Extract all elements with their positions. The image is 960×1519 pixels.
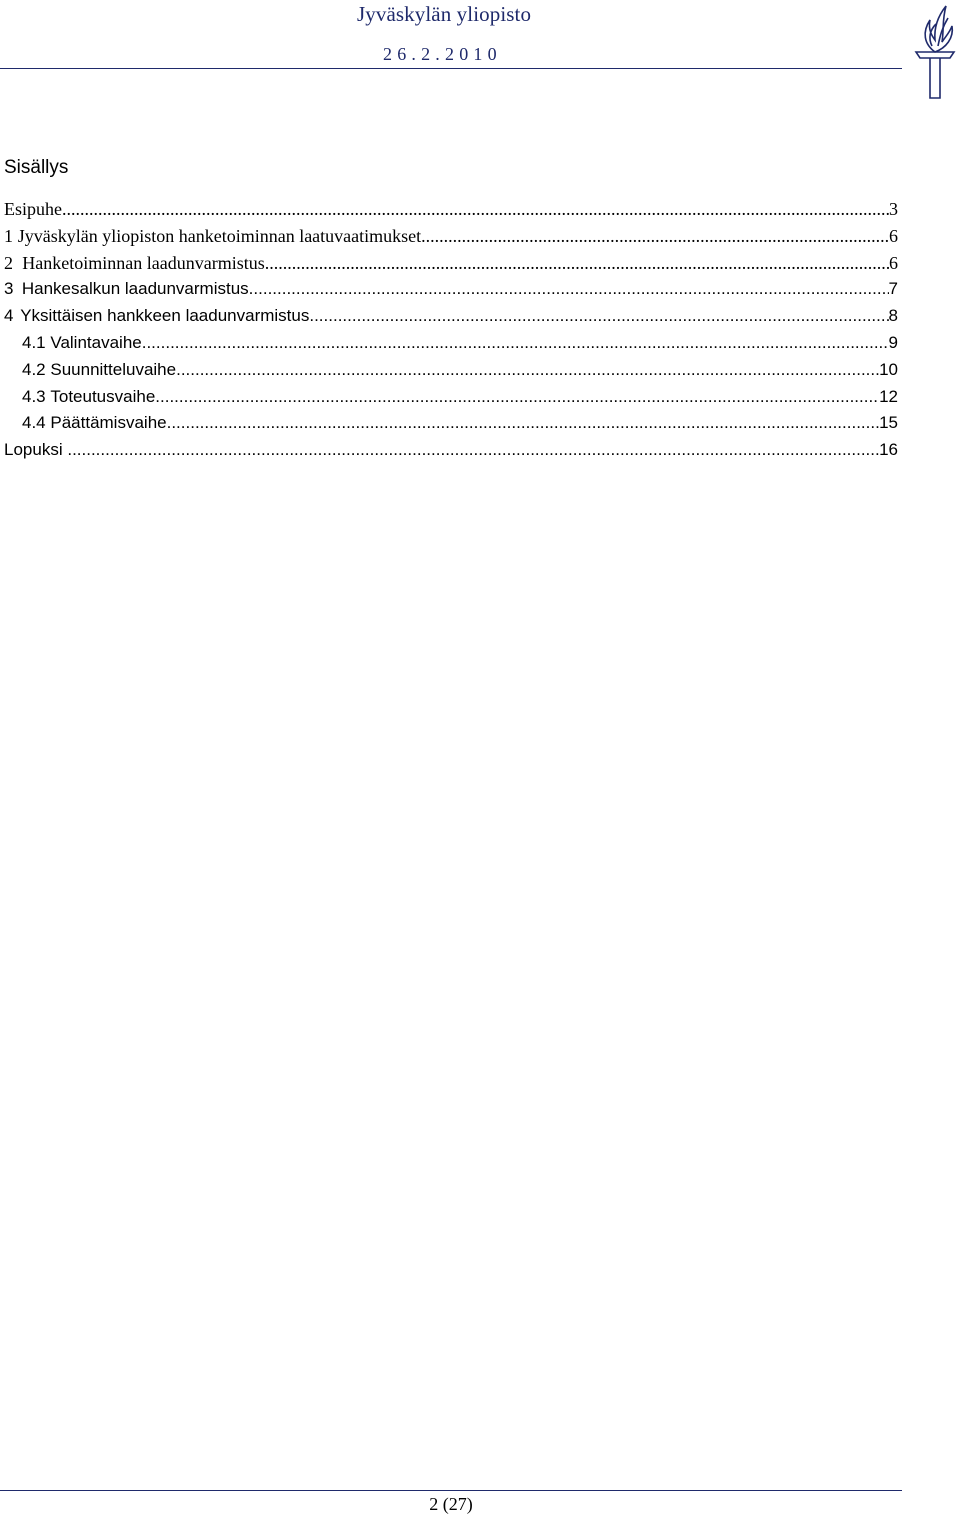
toc-dot-leader [309,303,888,330]
toc-entry-title: Lopuksi [4,440,63,460]
toc-entry-title: Valintavaihe [50,332,142,352]
toc-entry-page: 9 [888,332,898,352]
toc-entry-title: Hanketoiminnan laadunvarmistus [22,252,265,273]
toc-entry-number: 4.2 [22,359,46,379]
toc-dot-leader [249,276,889,303]
toc-entry-title: Päättämisvaihe [50,413,167,433]
toc-entry-number: 4.1 [22,332,46,352]
toc-entry-page: 7 [888,279,898,299]
toc-entry-title: Esipuhe [4,199,62,219]
toc-heading: Sisällys [4,157,69,178]
toc-entry-page: 3 [889,199,898,219]
toc-entry-page: 16 [879,440,898,460]
toc-entry[interactable] [4,357,898,384]
toc-dot-leader [421,223,889,250]
toc-entry[interactable] [4,250,898,277]
header-divider [0,68,902,69]
toc-entry-title: Jyväskylän yliopiston hanketoiminnan laatuvaatimukset [17,225,422,246]
toc-entry-title: Suunnitteluvaihe [50,359,177,379]
toc-entry[interactable] [4,303,898,330]
toc-entry-page: 12 [879,386,898,406]
toc-dot-leader [142,330,889,357]
toc-entry-page: 15 [879,413,898,433]
toc-entry[interactable] [4,410,898,437]
table-of-contents [4,196,898,464]
toc-dot-leader [176,357,879,384]
toc-entry-number: 1 [4,225,13,246]
toc-dot-leader [155,384,879,411]
toc-entry[interactable] [4,384,898,411]
toc-dot-leader [62,196,889,223]
header-date: 26.2.2010 [383,44,502,64]
university-torch-logo-icon [912,2,958,100]
toc-entry-number: 4 [4,306,14,326]
toc-entry[interactable] [4,437,898,464]
toc-entry-title: Yksittäisen hankkeen laadunvarmistus [20,306,310,326]
footer-divider [0,1490,902,1491]
toc-entry-title: Toteutusvaihe [50,386,156,406]
header-university-name: Jyväskylän yliopisto [357,2,532,26]
toc-dot-leader [167,410,879,437]
toc-entry[interactable] [4,196,898,223]
toc-entry-title: Hankesalkun laadunvarmistus [21,279,249,299]
toc-entry[interactable] [4,223,898,250]
toc-entry-number: 3 [4,279,14,299]
toc-entry-number: 4.3 [22,386,46,406]
toc-dot-leader [265,250,889,277]
toc-entry-page: 6 [889,225,898,246]
toc-entry[interactable] [4,276,898,303]
toc-dot-leader [67,437,879,464]
toc-entry-page: 8 [888,306,898,326]
toc-entry-number: 2 [4,252,13,273]
toc-entry-page: 10 [879,359,898,379]
footer-page-number: 2 (27) [429,1494,473,1514]
toc-entry-page: 6 [889,252,898,273]
toc-entry-number: 4.4 [22,413,46,433]
toc-entry[interactable] [4,330,898,357]
